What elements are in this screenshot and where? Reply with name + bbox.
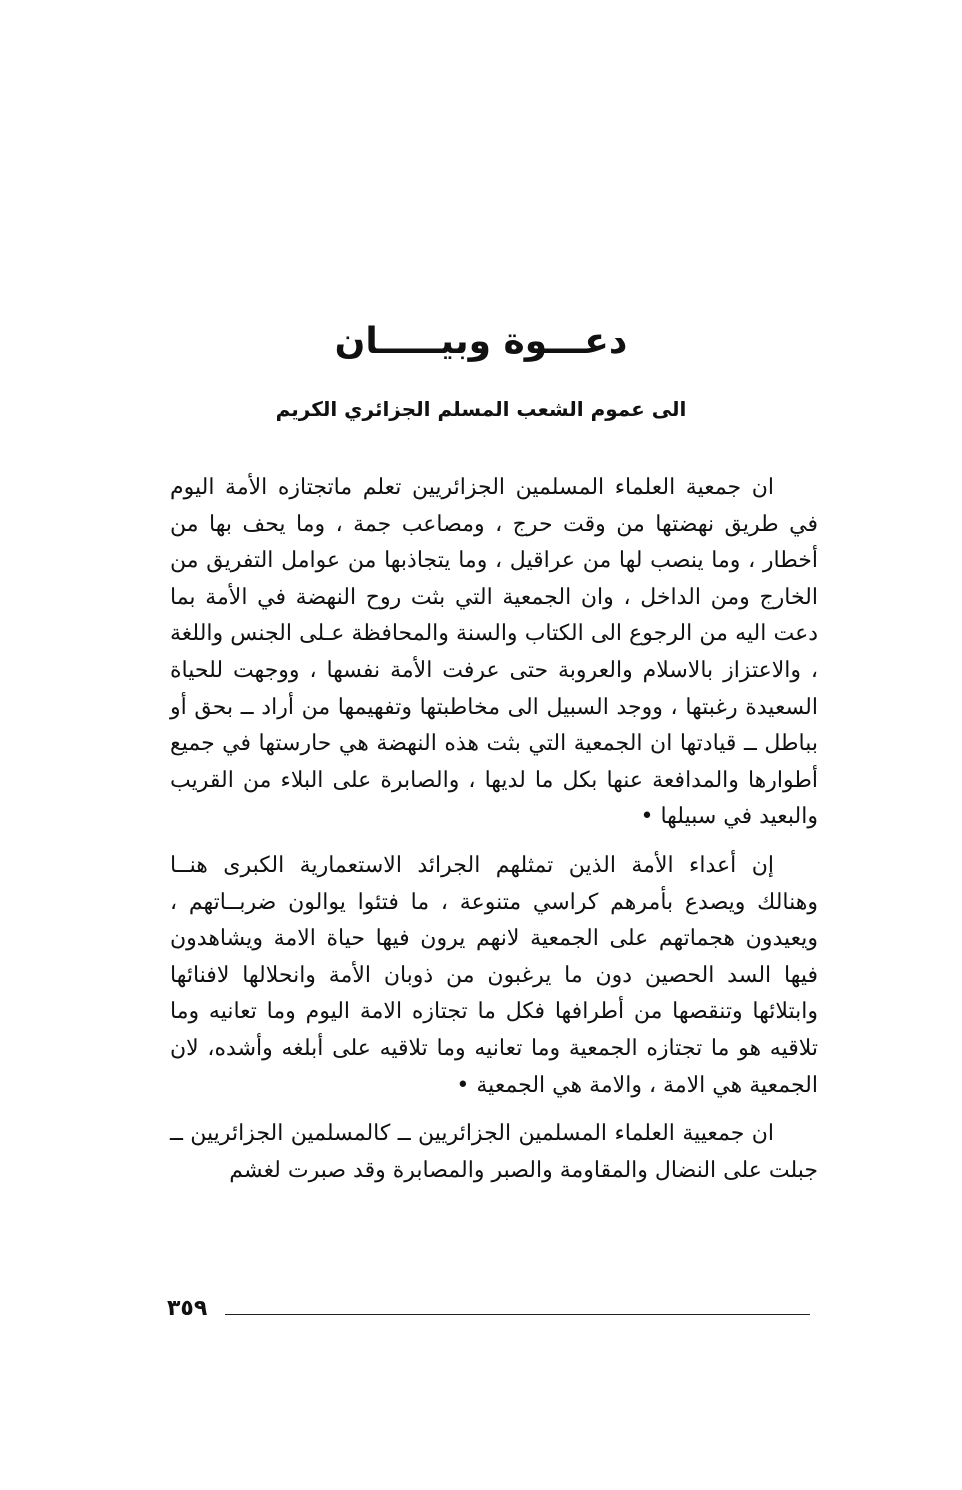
page-number: ٣٥٩ (167, 1296, 208, 1321)
page-footer (167, 1292, 810, 1332)
page-title: دعـــوة وبيـــــان (334, 321, 628, 362)
footer-divider (225, 1314, 810, 1315)
paragraph-3: ان جمعيية العلماء المسلمين الجزائريين ــ كالمسلمين الجزائريين ــ جبلت على النضال والمقاومة والصبر والمصابرة وقد صبرت لغشم (170, 1121, 818, 1183)
page-subtitle: الى عموم الشعب المسلم الجزائري الكريم (275, 397, 687, 421)
paragraph-2: إن أعداء الأمة الذين تمثلهم الجرائد الاستعمارية الكبرى هنــا وهنالك ويصدع بأمرهم كراسي متنوعة ، ما فتئوا يوالون ضربــاتهم ، ويعيدون هجماتهم على الجمعية لانهم يرون فيها حياة الامة ويشاهدون فيها السد الحصين دون ما يرغبون من ذوبان الأمة وانحلالها لافنائها وابتلائها وتنقصها من أطرافها فكل ما تجتازه الامة اليوم وما تعانيه وما تلاقيه هو ما تجتازه الجمعية وما تعانيه وما تلاقيه على أبلغه وأشده، لان الجمعية هي الامة ، والامة هي الجمعية • (170, 852, 818, 1098)
body-text (170, 470, 818, 1201)
paragraph-1: ان جمعية العلماء المسلمين الجزائريين تعلم ماتجتازه الأمة اليوم في طريق نهضتها من وقت حرج ، ومصاعب جمة ، وما يحف بها من أخطار ، وما ينصب لها من عراقيل ، وما يتجاذبها من عوامل التفريق من الخارج ومن الداخل ، وان الجمعية التي بثت روح النهضة في الأمة بما دعت اليه من الرجوع الى الكتاب والسنة والمحافظة عـلى الجنس واللغة ، والاعتزاز بالاسلام والعروبة حتى عرفت الأمة نفسها ، ووجهت للحياة السعيدة رغبتها ، ووجد السبيل الى مخاطبتها وتفهيمها من أراد ــ بحق أو بباطل ــ قيادتها ان الجمعية التي بثت هذه النهضة هي حارستها في جميع أطوارها والمدافعة عنها بكل ما لديها ، والصابرة على البلاء من القريب والبعيد في سبيلها • (170, 475, 818, 830)
